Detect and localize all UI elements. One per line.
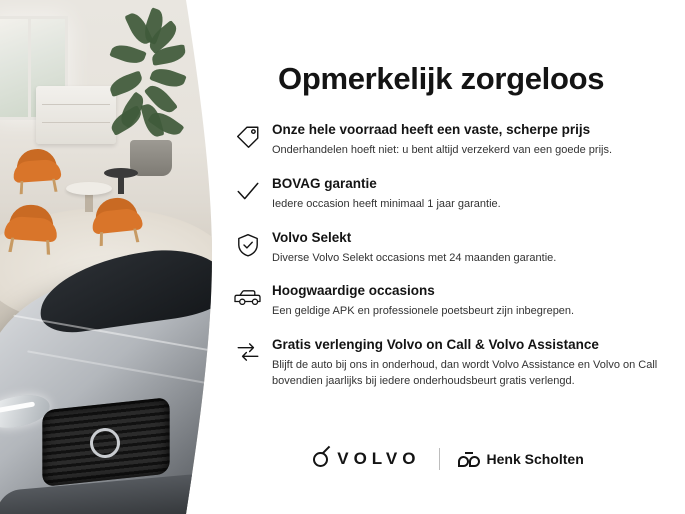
footer-divider [439,448,440,470]
cabinet [36,86,116,144]
dealer-logo [458,451,584,467]
side-table [104,168,138,196]
list-item [224,122,684,159]
feature-text [272,337,684,390]
price-tag-icon [224,122,272,150]
showroom-photo [0,0,232,514]
feature-description: Diverse Volvo Selekt occasions met 24 maanden garantie. [272,251,557,264]
volvo-logo [313,449,420,469]
feature-title: Gratis verlenging Volvo on Call & Volvo Assistance [272,337,599,353]
feature-title: Volvo Selekt [272,229,352,245]
list-item [224,230,684,267]
feature-description: Blijft de auto bij ons in onderhoud, dan wordt Volvo Assistance en Volvo on Call bovendien jaarlijks bij iedere onderhoudsbeurt gratis verlengd. [272,359,658,388]
shield-check-icon [224,230,272,258]
feature-list [224,122,684,407]
dealer-mark-icon [458,452,480,467]
check-icon [224,176,272,204]
plant-icon [108,30,200,150]
feature-description: Iedere occasion heeft minimaal 1 jaar garantie. [272,197,501,210]
dealer-name: Henk Scholten [486,451,584,467]
list-item [224,283,684,320]
lounge-chair [12,147,62,192]
feature-title: Hoogwaardige occasions [272,283,435,299]
volvo-iron-mark-icon [313,452,328,467]
feature-text [272,176,684,213]
feature-title: BOVAG garantie [272,175,377,191]
arrows-exchange-icon [224,337,272,365]
feature-text [272,122,684,159]
feature-text [272,283,684,320]
page-title: Opmerkelijk zorgeloos [278,61,605,96]
footer-brand-bar [212,448,685,470]
volvo-wordmark: VOLVO [337,449,421,468]
volvo-car [0,236,232,514]
photo-clip [0,0,232,514]
list-item [224,176,684,213]
content-panel [212,0,685,514]
feature-description: Onderhandelen hoeft niet: u bent altijd verzekerd van een goede prijs. [272,143,613,156]
list-item [224,337,684,390]
feature-title: Onze hele voorraad heeft een vaste, scherpe prijs [272,122,591,137]
feature-text [272,230,684,267]
feature-description: Een geldige APK en professionele poetsbeurt zijn inbegrepen. [272,305,575,318]
car-icon [224,283,272,311]
